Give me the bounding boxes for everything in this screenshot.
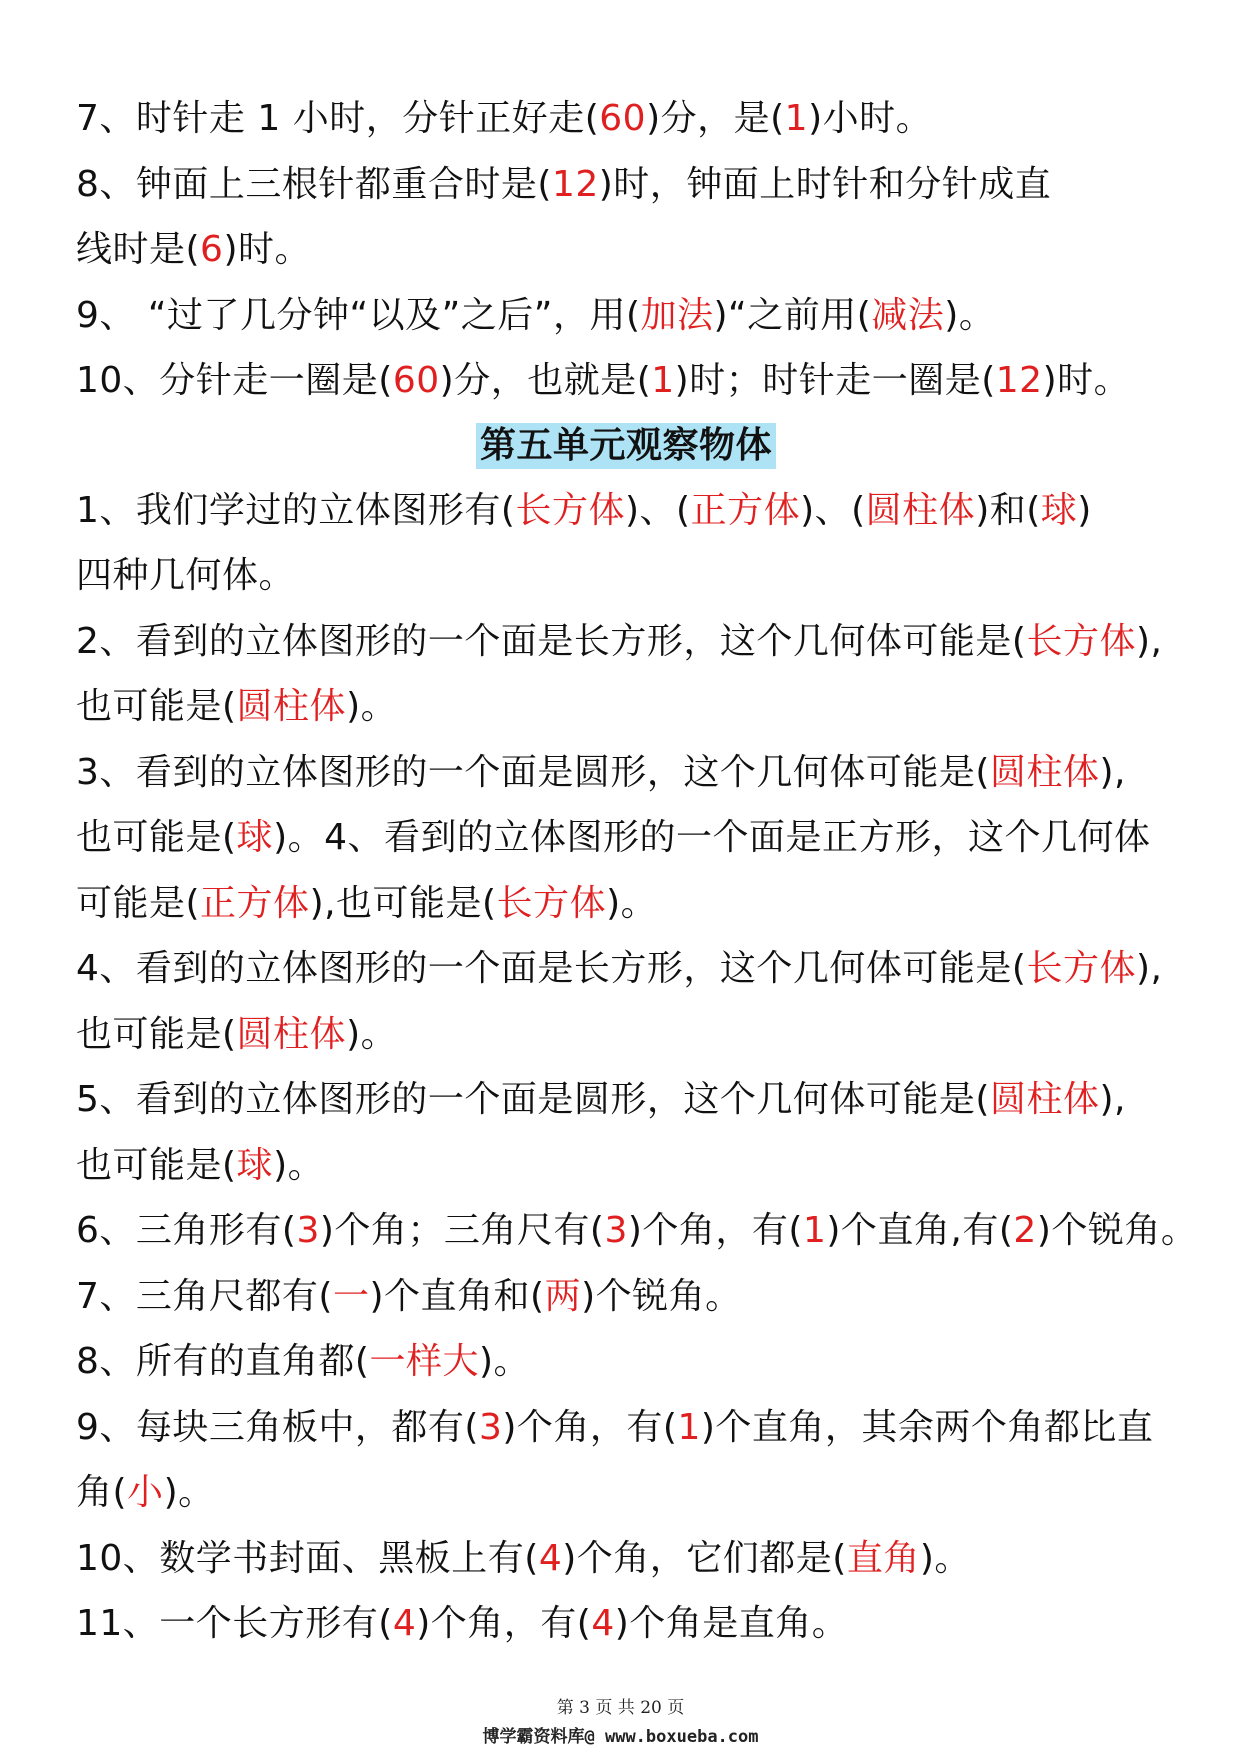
line-text: 4、看到的立体图形的一个面是长方形，这个几何体可能是( — [76, 948, 1027, 989]
line-text: )个角，有( — [416, 1603, 592, 1644]
line-text: )小时。 — [808, 98, 933, 139]
line-text: 5、看到的立体图形的一个面是圆形，这个几何体可能是( — [76, 1079, 990, 1120]
answer-text: 减法 — [871, 294, 945, 336]
line-text: )。 — [346, 686, 398, 727]
answer-text: 圆柱体 — [236, 686, 347, 727]
line-text: 7、时针走 1 小时，分针正好走( — [76, 98, 600, 139]
answer-text: 长方体 — [496, 882, 607, 924]
line-text: 角( — [76, 1472, 128, 1513]
answer-text: 加法 — [640, 294, 714, 336]
line-text: )个直角,有( — [826, 1210, 1014, 1251]
text-line — [76, 283, 1176, 349]
line-text: 1、我们学过的立体图形有( — [76, 489, 516, 531]
line-text: )时。 — [1042, 360, 1131, 401]
text-line — [76, 152, 1176, 218]
answer-text: 3 — [296, 1210, 320, 1251]
line-text: 6、三角形有( — [76, 1210, 297, 1251]
answer-text: 正方体 — [200, 882, 310, 924]
line-text: )和( — [975, 489, 1041, 531]
line-text: 10、分针走一圈是( — [76, 360, 393, 401]
text-line — [76, 543, 1176, 609]
site-watermark: 博学霸资料库@ www.boxueba.com — [482, 1727, 759, 1747]
text-line — [76, 1264, 1176, 1330]
line-text: 9、 “过了几分钟“以及”之后”，用( — [76, 294, 641, 336]
line-text: )、( — [624, 489, 691, 531]
answer-text: 正方体 — [690, 489, 801, 531]
section-heading — [76, 414, 1176, 478]
line-text: 也可能是( — [76, 817, 237, 858]
text-line — [76, 871, 1176, 937]
answer-text: 直角 — [846, 1537, 920, 1579]
line-text: 7、三角尺都有( — [76, 1275, 333, 1317]
answer-text: 4 — [392, 1603, 417, 1644]
answer-text: 圆柱体 — [989, 751, 1100, 793]
answer-text: 12 — [551, 163, 599, 205]
line-text: ) — [1077, 489, 1092, 531]
text-line — [76, 936, 1176, 1002]
line-text: ), — [1135, 620, 1163, 662]
line-text: )时。 — [223, 229, 311, 270]
line-text: 也可能是( — [76, 1013, 237, 1055]
line-text: )、( — [800, 489, 866, 531]
line-text: ), — [1135, 948, 1163, 989]
answer-text: 12 — [995, 360, 1043, 401]
line-text: )分，是( — [646, 98, 785, 139]
answer-text: 3 — [604, 1210, 628, 1251]
line-text: )。 — [478, 1341, 531, 1382]
answer-text: 4 — [538, 1537, 563, 1579]
line-text: 可能是( — [76, 882, 201, 924]
answer-text: 1 — [802, 1210, 827, 1251]
answer-text: 小 — [127, 1472, 164, 1513]
line-text: 线时是( — [76, 229, 201, 270]
text-line — [76, 348, 1176, 414]
line-text: )“之前用( — [713, 294, 872, 336]
line-text: )。 — [919, 1537, 971, 1579]
line-text: )个直角和( — [369, 1275, 545, 1317]
answer-text: 球 — [1040, 489, 1078, 531]
answer-text: 2 — [1013, 1210, 1037, 1251]
line-text: )个锐角。 — [1036, 1210, 1198, 1251]
answer-text: 圆柱体 — [865, 489, 976, 531]
line-text: ), — [1099, 1079, 1126, 1120]
answer-text: 一样大 — [369, 1341, 479, 1382]
line-text: )个角；三角尺有( — [319, 1210, 605, 1251]
text-line — [76, 1133, 1176, 1199]
document-body — [76, 86, 1198, 1657]
line-text: ),也可能是( — [309, 882, 497, 924]
text-line — [76, 1460, 1176, 1526]
answer-text: 两 — [544, 1275, 582, 1317]
text-line — [76, 1526, 1176, 1592]
line-text: )。 — [606, 882, 658, 924]
line-text: )。 — [273, 1144, 325, 1186]
answer-text: 60 — [392, 360, 440, 401]
line-text: 3、看到的立体图形的一个面是圆形，这个几何体可能是( — [76, 751, 990, 793]
answer-text: 1 — [651, 360, 675, 401]
text-line — [76, 86, 1176, 152]
page-number: 第 3 页 共 20 页 — [556, 1698, 685, 1718]
line-text: ), — [1099, 751, 1126, 793]
answer-text: 4 — [591, 1603, 615, 1644]
line-text: )。4、看到的立体图形的一个面是正方形，这个几何体 — [273, 817, 1151, 858]
text-line — [76, 609, 1176, 675]
answer-text: 球 — [236, 1144, 274, 1186]
line-text: )时，钟面上时针和分针成直 — [598, 163, 1052, 205]
answer-text: 圆柱体 — [989, 1079, 1100, 1120]
answer-text: 一 — [332, 1275, 370, 1317]
text-line — [76, 217, 1176, 283]
line-text: )个角，有( — [627, 1210, 803, 1251]
line-text: 四种几何体。 — [76, 555, 296, 596]
line-text: )。 — [163, 1472, 215, 1513]
section-heading-text: 第五单元观察物体 — [476, 423, 776, 469]
line-text: )时；时针走一圈是( — [674, 360, 996, 401]
text-line — [76, 805, 1176, 871]
text-line — [76, 1002, 1176, 1068]
text-line — [76, 1591, 1176, 1657]
line-text: 8、钟面上三根针都重合时是( — [76, 163, 552, 205]
answer-text: 1 — [677, 1406, 701, 1448]
text-line — [76, 1395, 1176, 1461]
text-line — [76, 1067, 1176, 1133]
text-line — [76, 1198, 1198, 1264]
line-text: )。 — [944, 294, 996, 336]
answer-text: 长方体 — [1026, 620, 1136, 662]
answer-text: 6 — [200, 229, 224, 270]
text-line — [76, 740, 1176, 806]
text-line — [76, 1329, 1176, 1395]
answer-text: 3 — [478, 1406, 503, 1448]
answer-text: 60 — [599, 98, 647, 139]
line-text: )个角，它们都是( — [562, 1537, 847, 1579]
answer-text: 长方体 — [1026, 948, 1136, 989]
answer-text: 球 — [236, 817, 274, 858]
text-line — [76, 674, 1176, 740]
line-text: )个角，有( — [502, 1406, 678, 1448]
line-text: 11、一个长方形有( — [76, 1603, 393, 1644]
text-line — [76, 478, 1176, 544]
line-text: 10、数学书封面、黑板上有( — [76, 1537, 539, 1579]
line-text: 2、看到的立体图形的一个面是长方形，这个几何体可能是( — [76, 620, 1027, 662]
answer-text: 圆柱体 — [236, 1013, 347, 1055]
line-text: 9、每块三角板中，都有( — [76, 1406, 479, 1448]
line-text: )。 — [346, 1013, 398, 1055]
line-text: 8、所有的直角都( — [76, 1341, 370, 1382]
answer-text: 1 — [784, 98, 809, 139]
line-text: 也可能是( — [76, 686, 237, 727]
line-text: )分，也就是( — [439, 360, 652, 401]
line-text: 也可能是( — [76, 1144, 237, 1186]
answer-text: 长方体 — [515, 489, 625, 531]
line-text: )个直角，其余两个角都比直 — [700, 1406, 1154, 1448]
line-text: )个角是直角。 — [614, 1603, 849, 1644]
line-text: )个锐角。 — [581, 1275, 742, 1317]
